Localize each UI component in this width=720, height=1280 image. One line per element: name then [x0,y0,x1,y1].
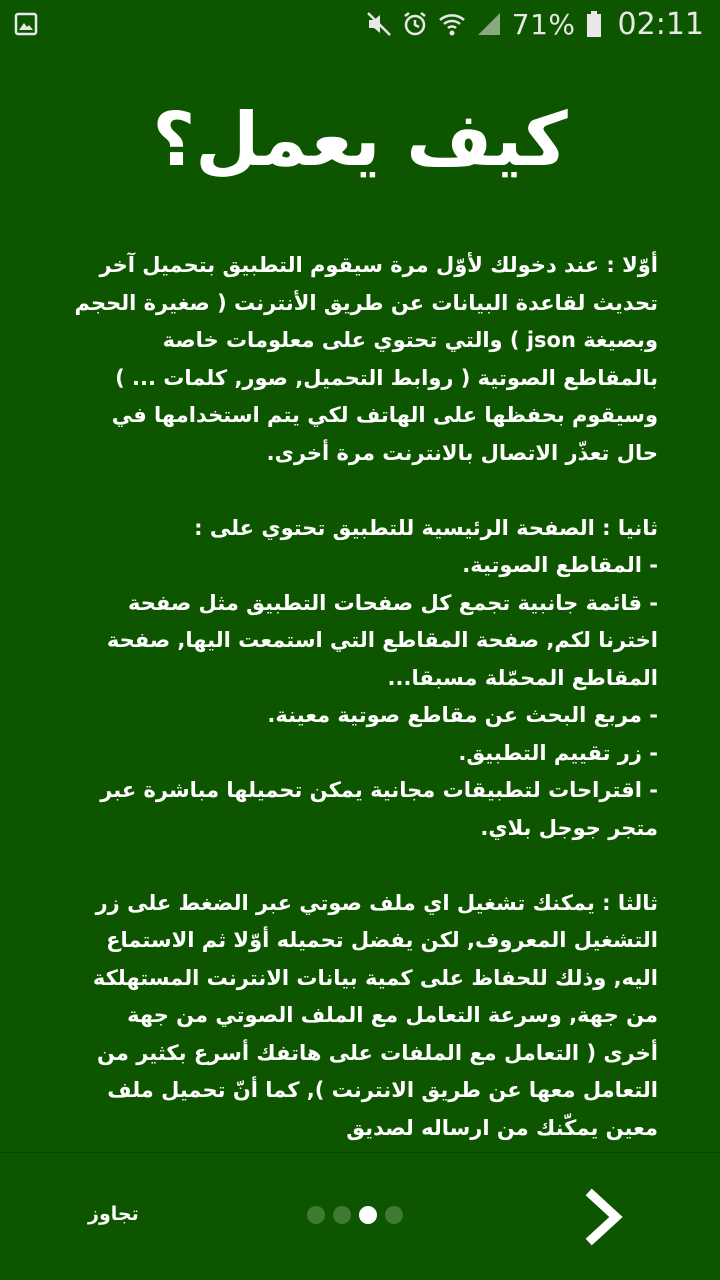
paragraph-first: أوّلا : عند دخولك لأوّل مرة سيقوم التطبيق بتحميل آخر تحديث لقاعدة البيانات عن طريق الأنترنت ( صغيرة الحجم وبصيغة json ) والتي تحتوي على معلومات خاصة بالمقاطع الصوتية ( روابط التحميل, صور, كلمات ... ) وسيقوم بحفظها على الهاتف لكي يتم استخدامها في حال تعذّر الاتصال بالانترنت مرة أخرى. [74,253,658,465]
status-icons [366,0,704,48]
bottom-bar [0,1153,720,1280]
wifi-icon [438,11,466,37]
signal-icon [476,11,502,37]
status-bar [0,0,720,48]
next-button[interactable] [582,1191,628,1243]
content-text [66,247,658,1140]
image-icon [14,12,38,36]
page-dot-active [359,1206,377,1224]
list-item: - اقتراحات لتطبيقات مجانية يمكن تحميلها مباشرة عبر متجر جوجل بلاي. [100,778,658,840]
list-item: - زر تقييم التطبيق. [458,740,658,765]
page-indicator [307,1206,403,1224]
list-item: - مربع البحث عن مقاطع صوتية معينة. [267,703,658,727]
alarm-icon [402,11,428,37]
battery-percent: 71% [511,7,576,41]
clock: 02:11 [617,6,704,42]
page-title: كيف يعمل؟ [152,97,568,183]
chevron-right-icon [582,1191,628,1243]
battery-icon [586,10,602,38]
page-dot [333,1206,351,1224]
paragraph-second-heading: ثانيا : الصفحة الرئيسية للتطبيق تحتوي على : [194,515,658,540]
list-item: - قائمة جانبية تجمع كل صفحات التطبيق مثل صفحة اخترنا لكم, صفحة المقاطع التي استمعت اليها, صفحة المقاطع المحمّلة مسبقا... [106,590,658,690]
page-dot [385,1206,403,1224]
page-dot [307,1206,325,1224]
mute-icon [366,11,392,37]
list-item: - المقاطع الصوتية. [462,553,658,577]
skip-button[interactable]: تجاوز [88,1203,139,1225]
paragraph-third: ثالثا : يمكنك تشغيل اي ملف صوتي عبر الضغط على زر التشغيل المعروف, لكن يفضل تحميله أوّلا ثم الاستماع اليه, وذلك للحفاظ على كمية بيانات الانترنت المستهلكة من جهة, وسرعة التعامل مع الملف الصوتي من جهة أخرى ( التعامل مع الملفات على هاتفك أسرع بكثير من التعامل معها عن طريق الانترنت ), كما أنّ تحميل ملف معين يمكّنك من ارساله لصديق [92,890,658,1140]
